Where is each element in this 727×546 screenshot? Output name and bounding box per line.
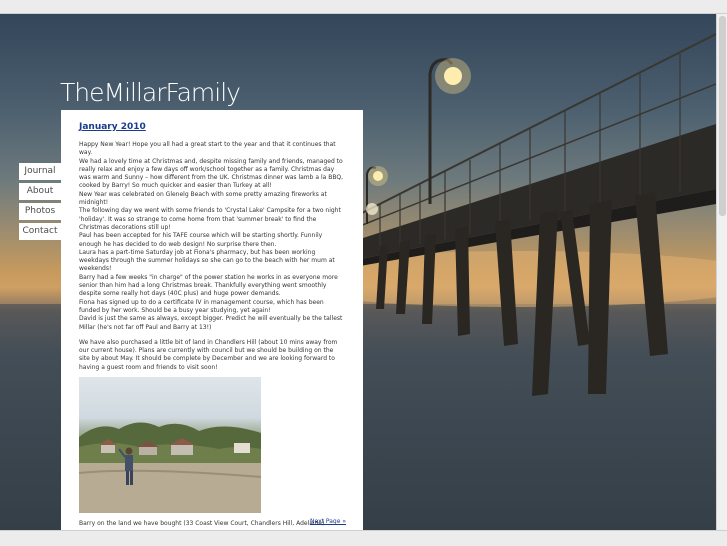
post-paragraph: Happy New Year! Hope you all had a great start to the year and that it continues that way. <box>79 141 336 157</box>
post-paragraph: We have also purchased a little bit of land in Chandlers Hill (about 10 mins away from our current house). Plans are currently with council but we should be building on the site by about May. It should be complete by December and we are looking forward to having a guest room and friends to visit soon! <box>79 338 338 371</box>
post-title[interactable]: January 2010 <box>79 122 146 132</box>
nav-about[interactable]: About <box>19 183 61 200</box>
post-paragraph: Fiona has signed up to do a certificate IV in management course, which has been funded by her work. Should be a busy year studying, yet again! <box>79 298 324 314</box>
scrollbar-thumb[interactable] <box>719 16 726 216</box>
nav-photos[interactable]: Photos <box>19 203 61 220</box>
land-photo-image <box>79 377 261 513</box>
post-paragraph: Paul has been accepted for his TAFE course which will be starting shortly. Funnily enough he has decided to do web design! No surprise there then. <box>79 232 323 248</box>
post-paragraph: David is just the same as always, except bigger. Predict he will eventually be the tallest Millar (he's not far off Paul and Barry at 13!) <box>79 315 343 331</box>
browser-bottom-bar <box>0 530 727 546</box>
post-paragraph: Laura has a part-time Saturday job at Fiona's pharmacy, but has been working weekdays through the summer holidays so she can go to the beach with her mum at weekends! <box>79 248 335 273</box>
site-brand-logo[interactable]: TheMillarFamily <box>60 78 240 107</box>
post-paragraph: New Year was celebrated on Glenelg Beach with some pretty amazing fireworks at midnight! <box>79 190 327 207</box>
photo-caption: Barry on the land we have bought (33 Coast View Court, Chandlers Hill, Adelaide) <box>79 520 325 528</box>
main-nav <box>19 163 61 243</box>
land-photo <box>79 377 261 513</box>
journal-content-panel <box>61 110 363 545</box>
post-body <box>79 141 346 372</box>
browser-top-bar <box>0 0 727 14</box>
post-paragraph: We had a lovely time at Christmas and, despite missing family and friends, managed to really relax and enjoy a few days off work/school together as a family. Christmas day was warm and Sunny – how different from the UK. Christmas dinner was lamb a la BBQ, cooked by Barry! So much quicker and easier than Turkey at all! <box>79 157 344 190</box>
post-paragraph: The following day we went with some friends to 'Crystal Lake' Campsite for a two night 'holiday'. It was so strange to come home from that 'summer break' to find the Christmas decorations still up! <box>79 207 341 231</box>
post-paragraph: Barry had a few weeks "in charge" of the power station he works in as everyone more senior than him had a long Christmas break. Thankfully everything went smoothly despite some really hot days (40C plus) and huge power demands. <box>79 273 338 298</box>
vertical-scrollbar[interactable] <box>716 14 727 530</box>
nav-journal[interactable]: Journal <box>19 163 61 180</box>
nav-contact[interactable]: Contact <box>19 223 61 240</box>
next-page-link[interactable]: Next Page » <box>310 518 346 525</box>
